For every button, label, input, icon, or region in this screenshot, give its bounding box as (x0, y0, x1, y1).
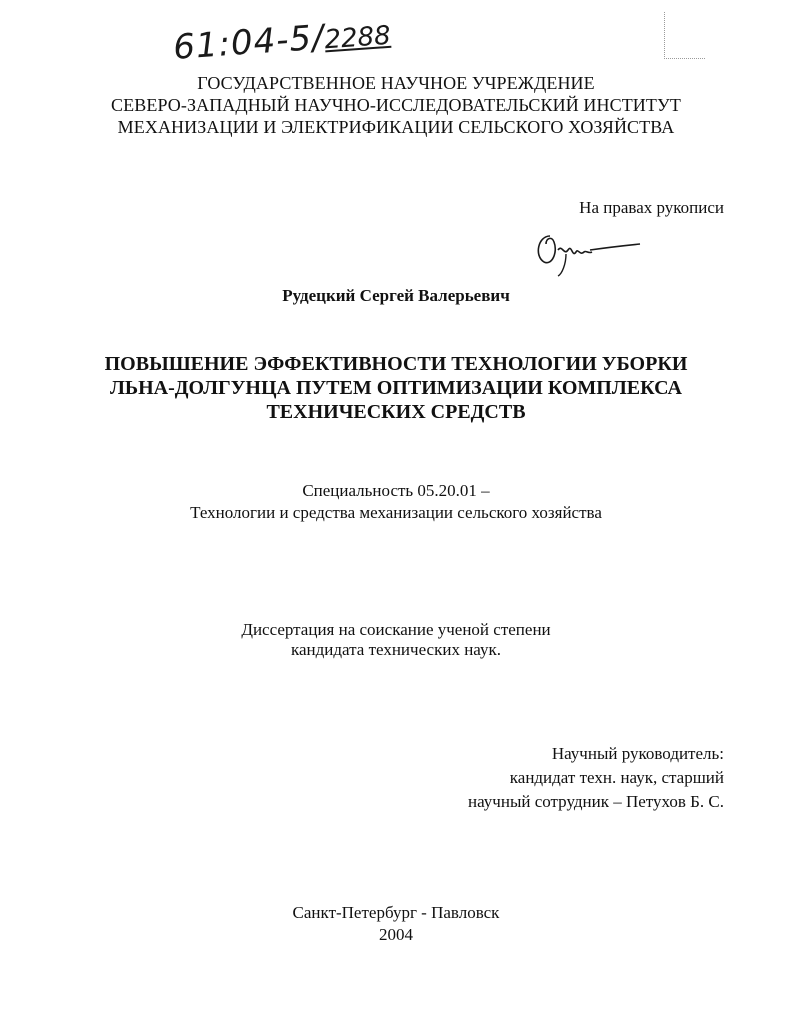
supervisor-label: Научный руководитель: (551, 744, 724, 763)
supervisor-name: научный сотрудник – Петухов Б. С. (468, 792, 724, 811)
signature-icon (528, 222, 648, 278)
place: Санкт-Петербург - Павловск (292, 903, 500, 922)
institution-line-1: ГОСУДАРСТВЕННОЕ НАУЧНОЕ УЧРЕЖДЕНИЕ (197, 73, 595, 93)
specialty-code: Специальность 05.20.01 – (302, 481, 490, 500)
supervisor-block (468, 742, 724, 814)
year: 2004 (379, 925, 413, 944)
place-year-block (0, 902, 792, 946)
specialty-name: Технологии и средства механизации сельского хозяйства (190, 503, 602, 522)
archive-number: 2288 (323, 20, 392, 56)
title-line-1: ПОВЫШЕНИЕ ЭФФЕКТИВНОСТИ ТЕХНОЛОГИИ УБОРКИ (104, 353, 688, 375)
degree-block (0, 620, 792, 660)
institution-line-2: СЕВЕРО-ЗАПАДНЫЙ НАУЧНО-ИССЛЕДОВАТЕЛЬСКИЙ ИНСТИТУТ (111, 95, 681, 115)
author-name: Рудецкий Сергей Валерьевич (282, 286, 510, 305)
institution-line-3: МЕХАНИЗАЦИИ И ЭЛЕКТРИФИКАЦИИ СЕЛЬСКОГО ХОЗЯЙСТВА (117, 117, 675, 137)
corner-mark (664, 12, 705, 59)
title-line-2: ЛЬНА-ДОЛГУНЦА ПУТЕМ ОПТИМИЗАЦИИ КОМПЛЕКСА (109, 377, 682, 399)
archive-code: 61:04-5/ (172, 17, 326, 68)
degree-line-1: Диссертация на соискание ученой степени (241, 620, 551, 639)
degree-line-2: кандидата технических наук. (291, 640, 501, 659)
rights-note: На правах рукописи (579, 198, 724, 217)
institution-header (0, 72, 792, 138)
title-line-3: ТЕХНИЧЕСКИХ СРЕДСТВ (266, 401, 526, 423)
dissertation-title (0, 352, 792, 424)
archive-code-handwritten (172, 13, 392, 68)
supervisor-degree: кандидат техн. наук, старший (509, 768, 724, 787)
specialty-block (0, 480, 792, 524)
